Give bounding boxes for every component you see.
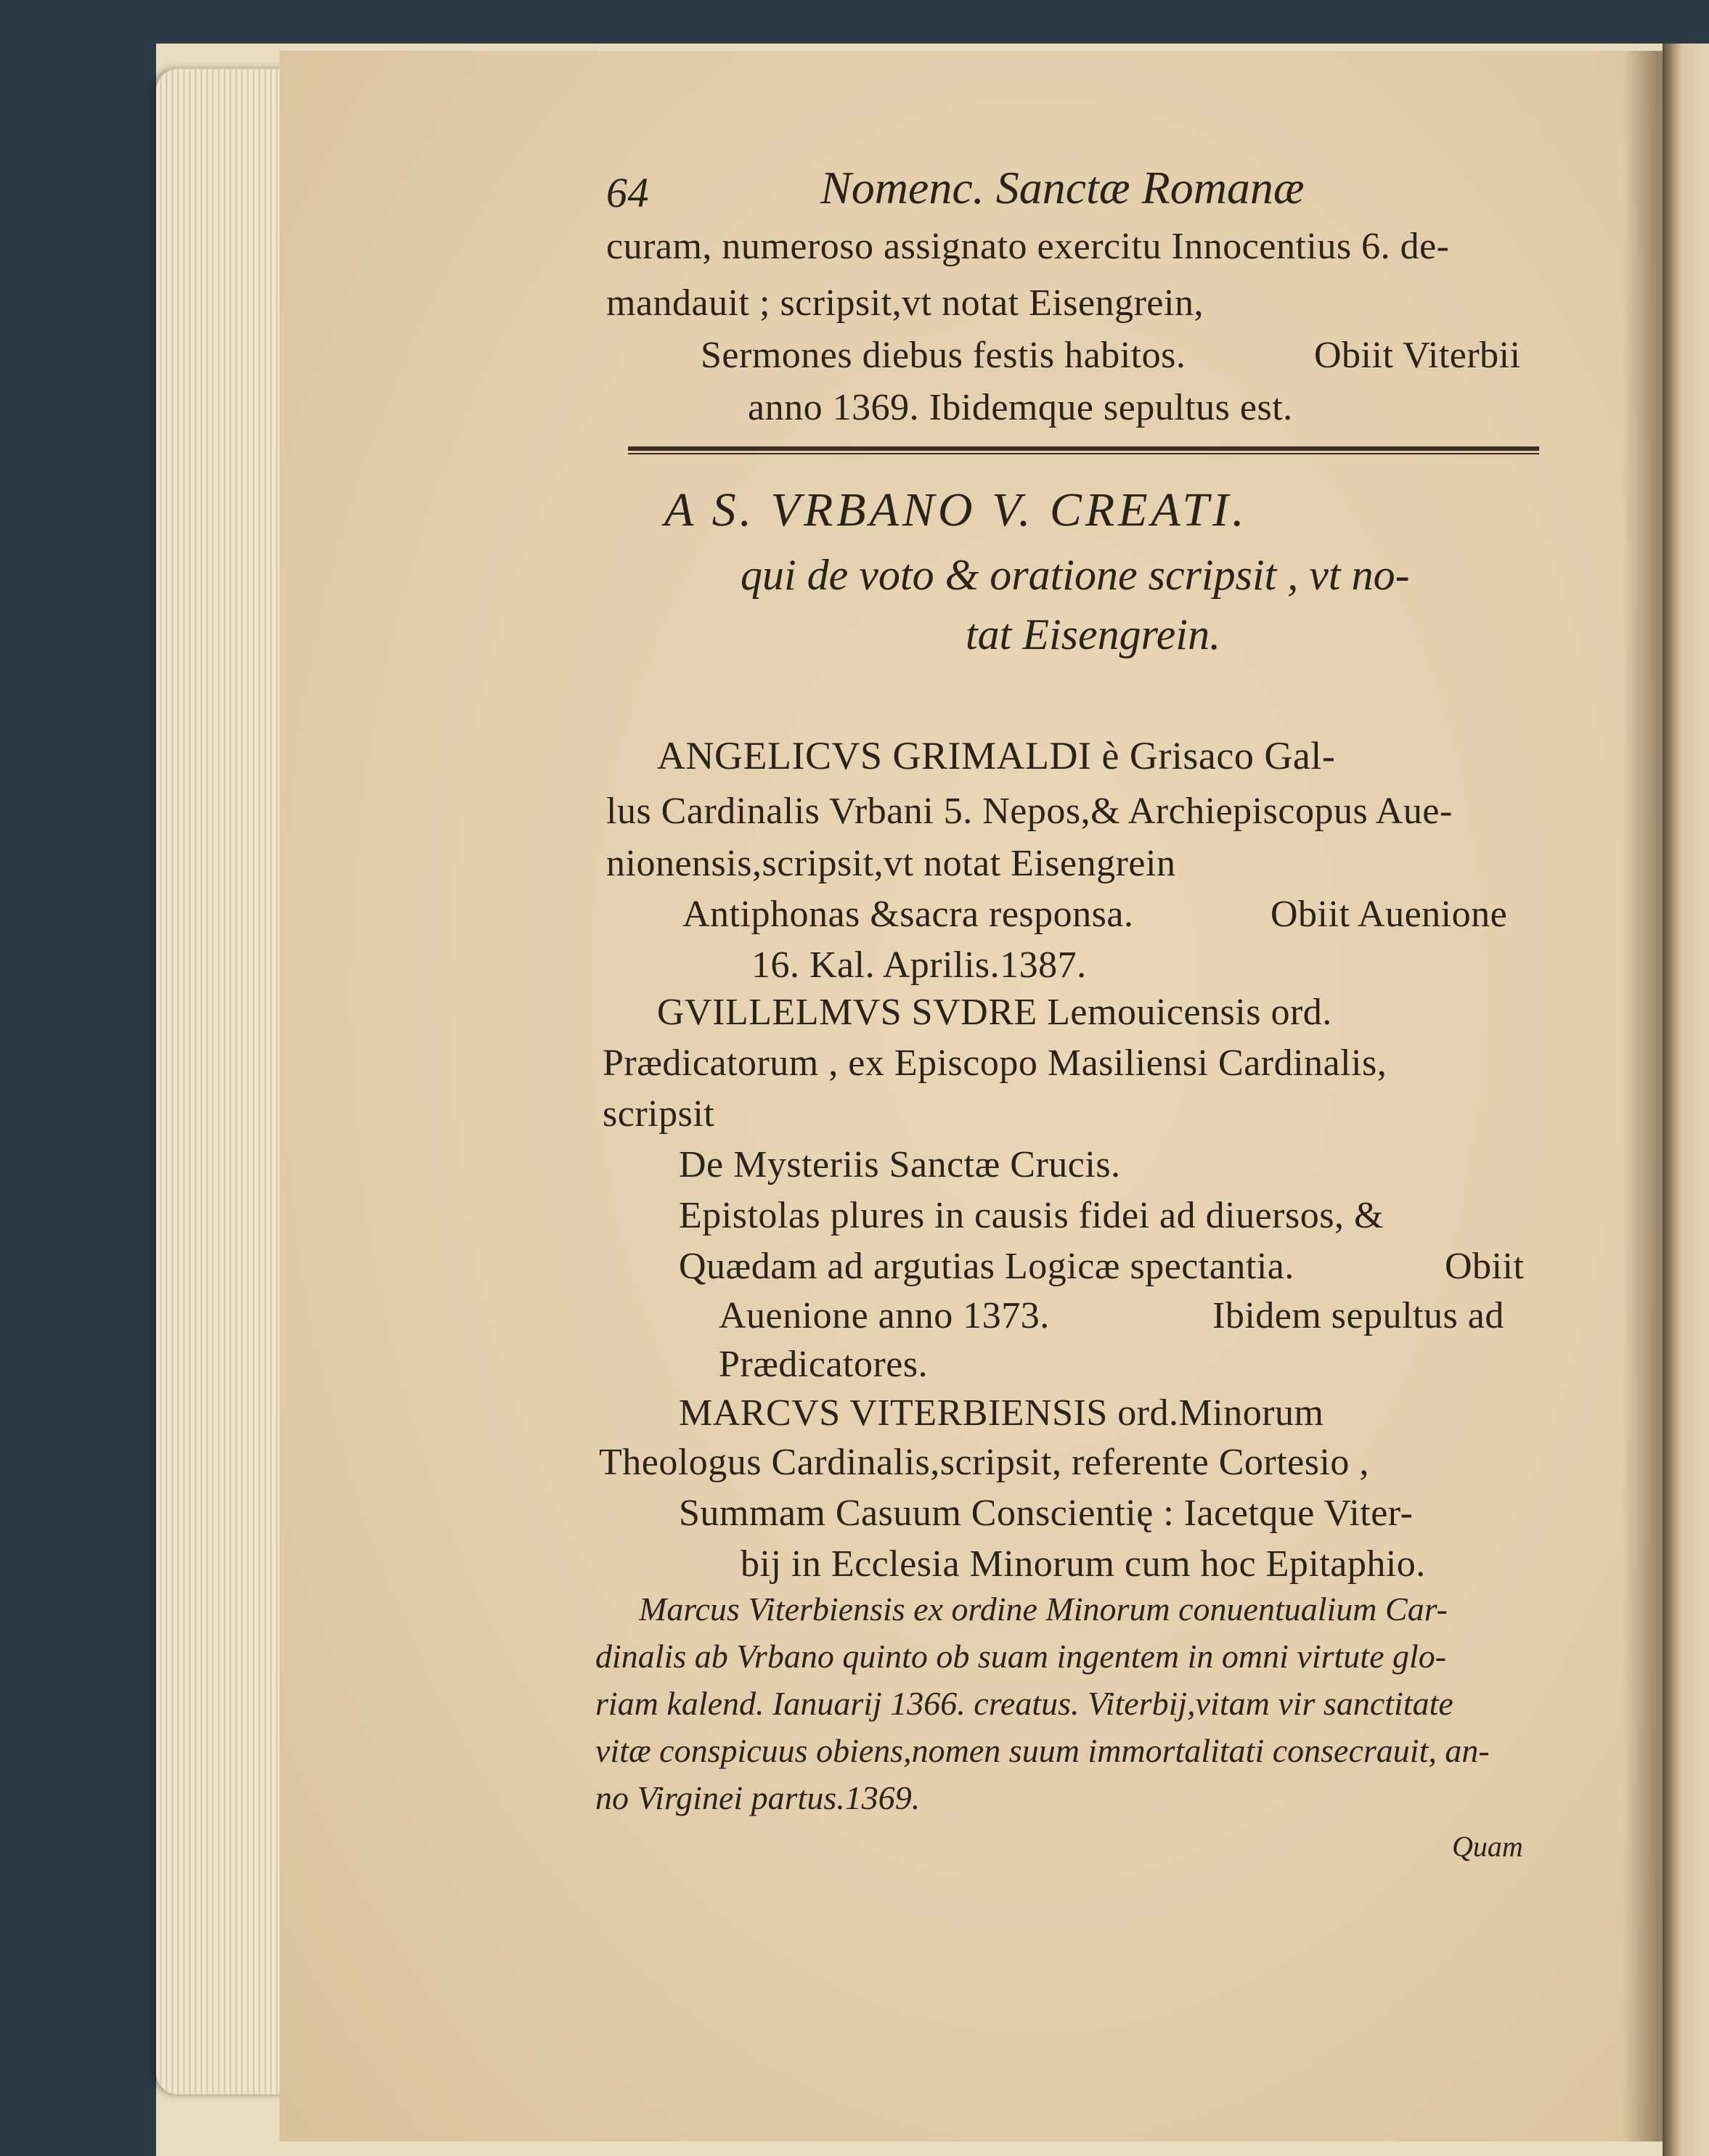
- entry-line: Prædicatorum , ex Episcopo Masiliensi Cardinalis,: [603, 1042, 1387, 1084]
- text-line: curam, numeroso assignato exercitu Innocentius 6. de-: [606, 226, 1450, 267]
- entry-line: De Mysteriis Sanctæ Crucis.: [679, 1144, 1121, 1185]
- epitaph-line: Marcus Viterbiensis ex ordine Minorum conuentualium Car-: [639, 1591, 1448, 1628]
- entry-line: Quædam ad argutias Logicæ spectantia.: [679, 1246, 1294, 1287]
- text-line: anno 1369. Ibidemque sepultus est.: [748, 387, 1293, 428]
- catchword: Quam: [1452, 1830, 1523, 1863]
- entry-line: Antiphonas &sacra responsa.: [682, 894, 1134, 935]
- entry-line: lus Cardinalis Vrbani 5. Nepos,& Archiepiscopus Aue-: [606, 791, 1453, 832]
- page-number: 64: [606, 169, 649, 216]
- text-line: mandauit ; scripsit,vt notat Eisengrein,: [606, 282, 1204, 324]
- epitaph-line: vitæ conspicuus obiens,nomen suum immortalitati consecrauit, an-: [595, 1732, 1490, 1769]
- section-heading-subtitle: tat Eisengrein.: [966, 611, 1221, 658]
- entry-line: Prædicatores.: [719, 1344, 929, 1385]
- entry-line: Theologus Cardinalis,scripsit, referente Cortesio ,: [599, 1442, 1369, 1483]
- entry-line: Auenione anno 1373.: [719, 1295, 1050, 1336]
- epitaph-line: riam kalend. Ianuarij 1366. creatus. Viterbij,vitam vir sanctitate: [595, 1685, 1453, 1722]
- text-line: Obiit Viterbii: [1314, 335, 1521, 376]
- section-heading-title: A S. VRBANO V. CREATI.: [664, 483, 1248, 536]
- running-title: Nomenc. Sanctæ Romanæ: [820, 162, 1305, 213]
- facing-page-edge: [1663, 44, 1709, 2156]
- entry-line: ANGELICVS GRIMALDI è Grisaco Gal-: [657, 734, 1336, 777]
- section-divider-rule: [628, 446, 1539, 451]
- entry-line: Obiit Auenione: [1270, 894, 1508, 935]
- entry-line: bij in Ecclesia Minorum cum hoc Epitaphio.: [741, 1543, 1426, 1585]
- entry-line: Epistolas plures in causis fidei ad diuersos, &: [679, 1195, 1384, 1236]
- text-line: Sermones diebus festis habitos.: [701, 335, 1186, 376]
- entry-line: scripsit: [603, 1093, 715, 1135]
- page-edges: [156, 69, 290, 2094]
- entry-line: GVILLELMVS SVDRE Lemouicensis ord.: [657, 992, 1332, 1033]
- epitaph-line: dinalis ab Vrbano quinto ob suam ingentem in omni virtute glo-: [595, 1638, 1447, 1675]
- entry-line: 16. Kal. Aprilis.1387.: [751, 944, 1087, 986]
- entry-line: Obiit: [1445, 1246, 1525, 1287]
- entry-line: MARCVS VITERBIENSIS ord.Minorum: [679, 1392, 1324, 1434]
- entry-line: Ibidem sepultus ad: [1212, 1295, 1504, 1336]
- entry-line: nionensis,scripsit,vt notat Eisengrein: [606, 843, 1176, 884]
- epitaph-line: no Virginei partus.1369.: [595, 1779, 921, 1816]
- section-heading-subtitle: qui de voto & oratione scripsit , vt no-: [741, 551, 1410, 599]
- entry-line: Summam Casuum Conscientię : Iacetque Viter-: [679, 1493, 1414, 1534]
